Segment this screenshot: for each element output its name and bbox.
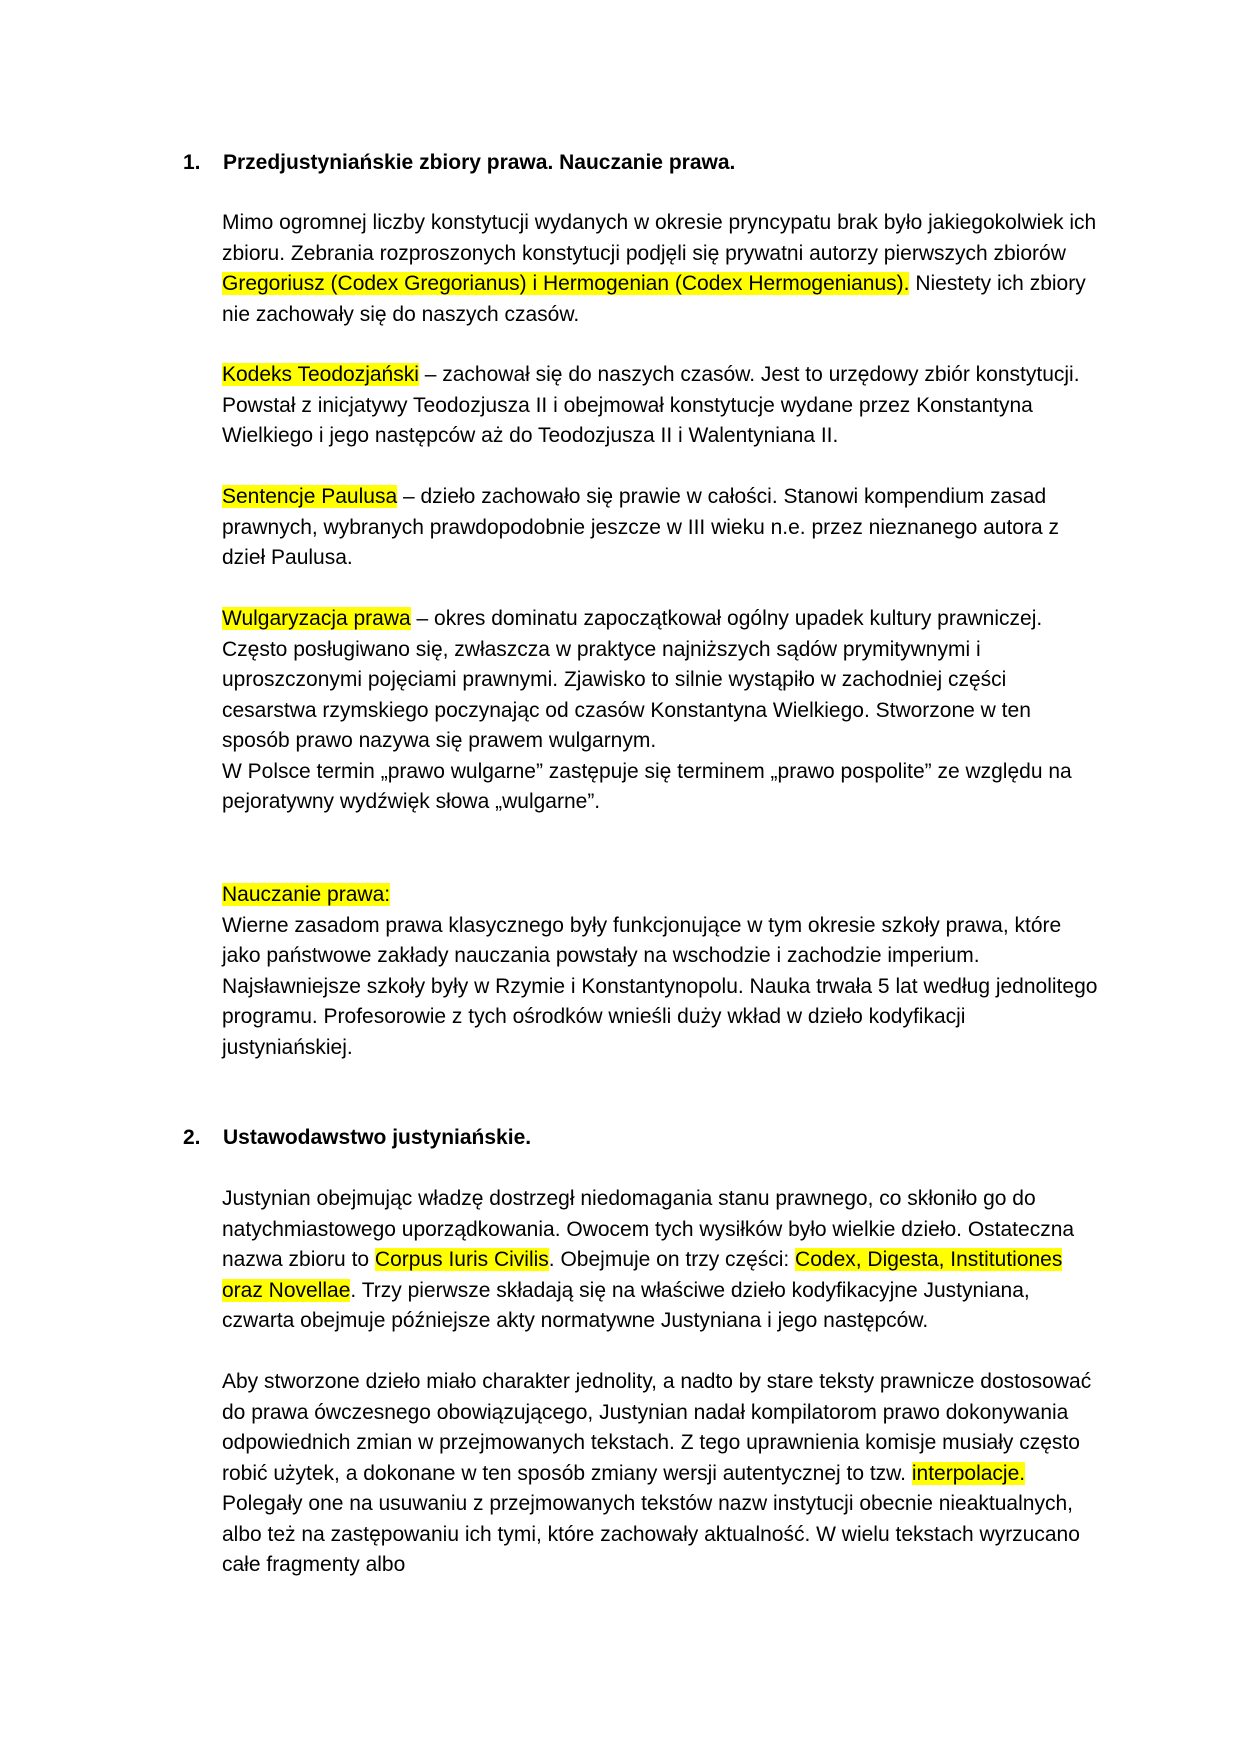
highlighted-term: interpolacje.	[911, 1461, 1026, 1485]
paragraph-text: Polegały one na usuwaniu z przejmowanych tekstów nazw instytucji obecnie nieaktualnych, albo też na zastępowaniu ich tymi, które zachowały aktualność. W wielu tekstach wyrzucano całe fragmenty albo	[222, 1492, 1080, 1576]
highlighted-term: Codex, Digesta, Institutiones oraz Novellae	[222, 1248, 1063, 1302]
section-1-title: Przedjustyniańskie zbiory prawa. Nauczanie prawa.	[223, 151, 736, 174]
paragraph-text: – zachował się do naszych czasów. Jest to urzędowy zbiór konstytucji. Powstał z inicjatywy Teodozjusza II i obejmował konstytucje wydane przez Konstantyna Wielkiego i jego następców aż do Teodozjusza II i Walentyniana II.	[222, 363, 1080, 447]
section-1-heading	[183, 148, 735, 178]
highlighted-term: Wulgaryzacja prawa	[222, 607, 411, 630]
paragraph-wulgaryzacja-prawa	[222, 604, 1102, 818]
paragraph-text: Justynian obejmując władzę dostrzegł niedomagania stanu prawnego, co skłoniło go do natychmiastowego uporządkowania. Owocem tych wysiłków było wielkie dzieło. Ostateczna nazwa zbioru to	[222, 1187, 1075, 1271]
highlighted-term: Gregoriusz (Codex Gregorianus) i Hermogenian (Codex Hermogenianus).	[222, 272, 910, 295]
paragraph-text: W Polsce termin „prawo wulgarne” zastępuje się terminem „prawo pospolite” ze względu na pejoratywny wydźwięk słowa „wulgarne”.	[222, 759, 1072, 813]
section-2-heading	[183, 1123, 531, 1153]
highlighted-term: Corpus Iuris Civilis	[374, 1248, 549, 1271]
paragraph-text: – okres dominatu zapoczątkował ogólny upadek kultury prawniczej. Często posługiwano się, zwłaszcza w praktyce najniższych sądów prymitywnymi i uproszczonymi pojęciami prawnymi. Zjawisko to silnie wystąpiło w zachodniej części cesarstwa rzymskiego poczynając od czasów Konstantyna Wielkiego. Stworzone w ten sposób prawo nazywa się prawem wulgarnym.	[222, 607, 1043, 752]
section-1-number: 1.	[183, 151, 201, 174]
paragraph-text: Wierne zasadom prawa klasycznego były funkcjonujące w tym okresie szkoły prawa, które jako państwowe zakłady nauczania powstały na wschodzie i zachodzie imperium. Najsławniejsze szkoły były w Rzymie i Konstantynopolu. Nauka trwała 5 lat według jednolitego programu. Profesorowie z tych ośrodków wnieśli duży wkład w dzieło kodyfikacji justyniańskiej.	[222, 913, 1098, 1059]
paragraph-corpus-iuris-civilis	[222, 1184, 1102, 1337]
paragraph-sentencje-paulusa	[222, 482, 1102, 574]
paragraph-przedjustynianskie-zbiory	[222, 208, 1102, 330]
paragraph-text: Niestety ich zbiory nie zachowały się do naszych czasów.	[222, 272, 1086, 326]
paragraph-text: . Obejmuje on trzy części:	[548, 1248, 796, 1271]
paragraph-kodeks-teodozjanski	[222, 360, 1102, 452]
paragraph-text: Mimo ogromnej liczby konstytucji wydanych w okresie pryncypatu brak było jakiegokolwiek ich zbioru. Zebrania rozproszonych konstytucji podjęli się prywatni autorzy pierwszych zbiorów	[222, 211, 1097, 265]
paragraph-text: . Trzy pierwsze składają się na właściwe dzieło kodyfikacyjne Justyniana, czwarta obejmuje późniejsze akty normatywne Justyniana i jego następców.	[222, 1278, 1030, 1332]
paragraph-text: Aby stworzone dzieło miało charakter jednolity, a nadto by stare teksty prawnicze dostosować do prawa ówczesnego obowiązującego, Justynian nadał kompilatorom prawo dokonywania odpowiednich zmian w przejmowanych tekstach. Z tego uprawnienia komisje musiały często robić użytek, a dokonane w ten sposób zmiany wersji autentycznej to tzw.	[222, 1370, 1092, 1485]
section-2-title: Ustawodawstwo justyniańskie.	[223, 1126, 532, 1149]
highlighted-term: Kodeks Teodozjański	[222, 363, 419, 386]
paragraph-interpolacje	[222, 1367, 1102, 1581]
highlighted-term: Sentencje Paulusa	[222, 485, 398, 508]
section-2-number: 2.	[183, 1126, 201, 1149]
paragraph-nauczanie-prawa	[222, 880, 1102, 1063]
paragraph-text: – dzieło zachowało się prawie w całości. Stanowi kompendium zasad prawnych, wybranych prawdopodobnie jeszcze w III wieku n.e. przez nieznanego autora z dzieł Paulusa.	[222, 485, 1059, 569]
highlighted-term: Nauczanie prawa:	[222, 883, 391, 906]
